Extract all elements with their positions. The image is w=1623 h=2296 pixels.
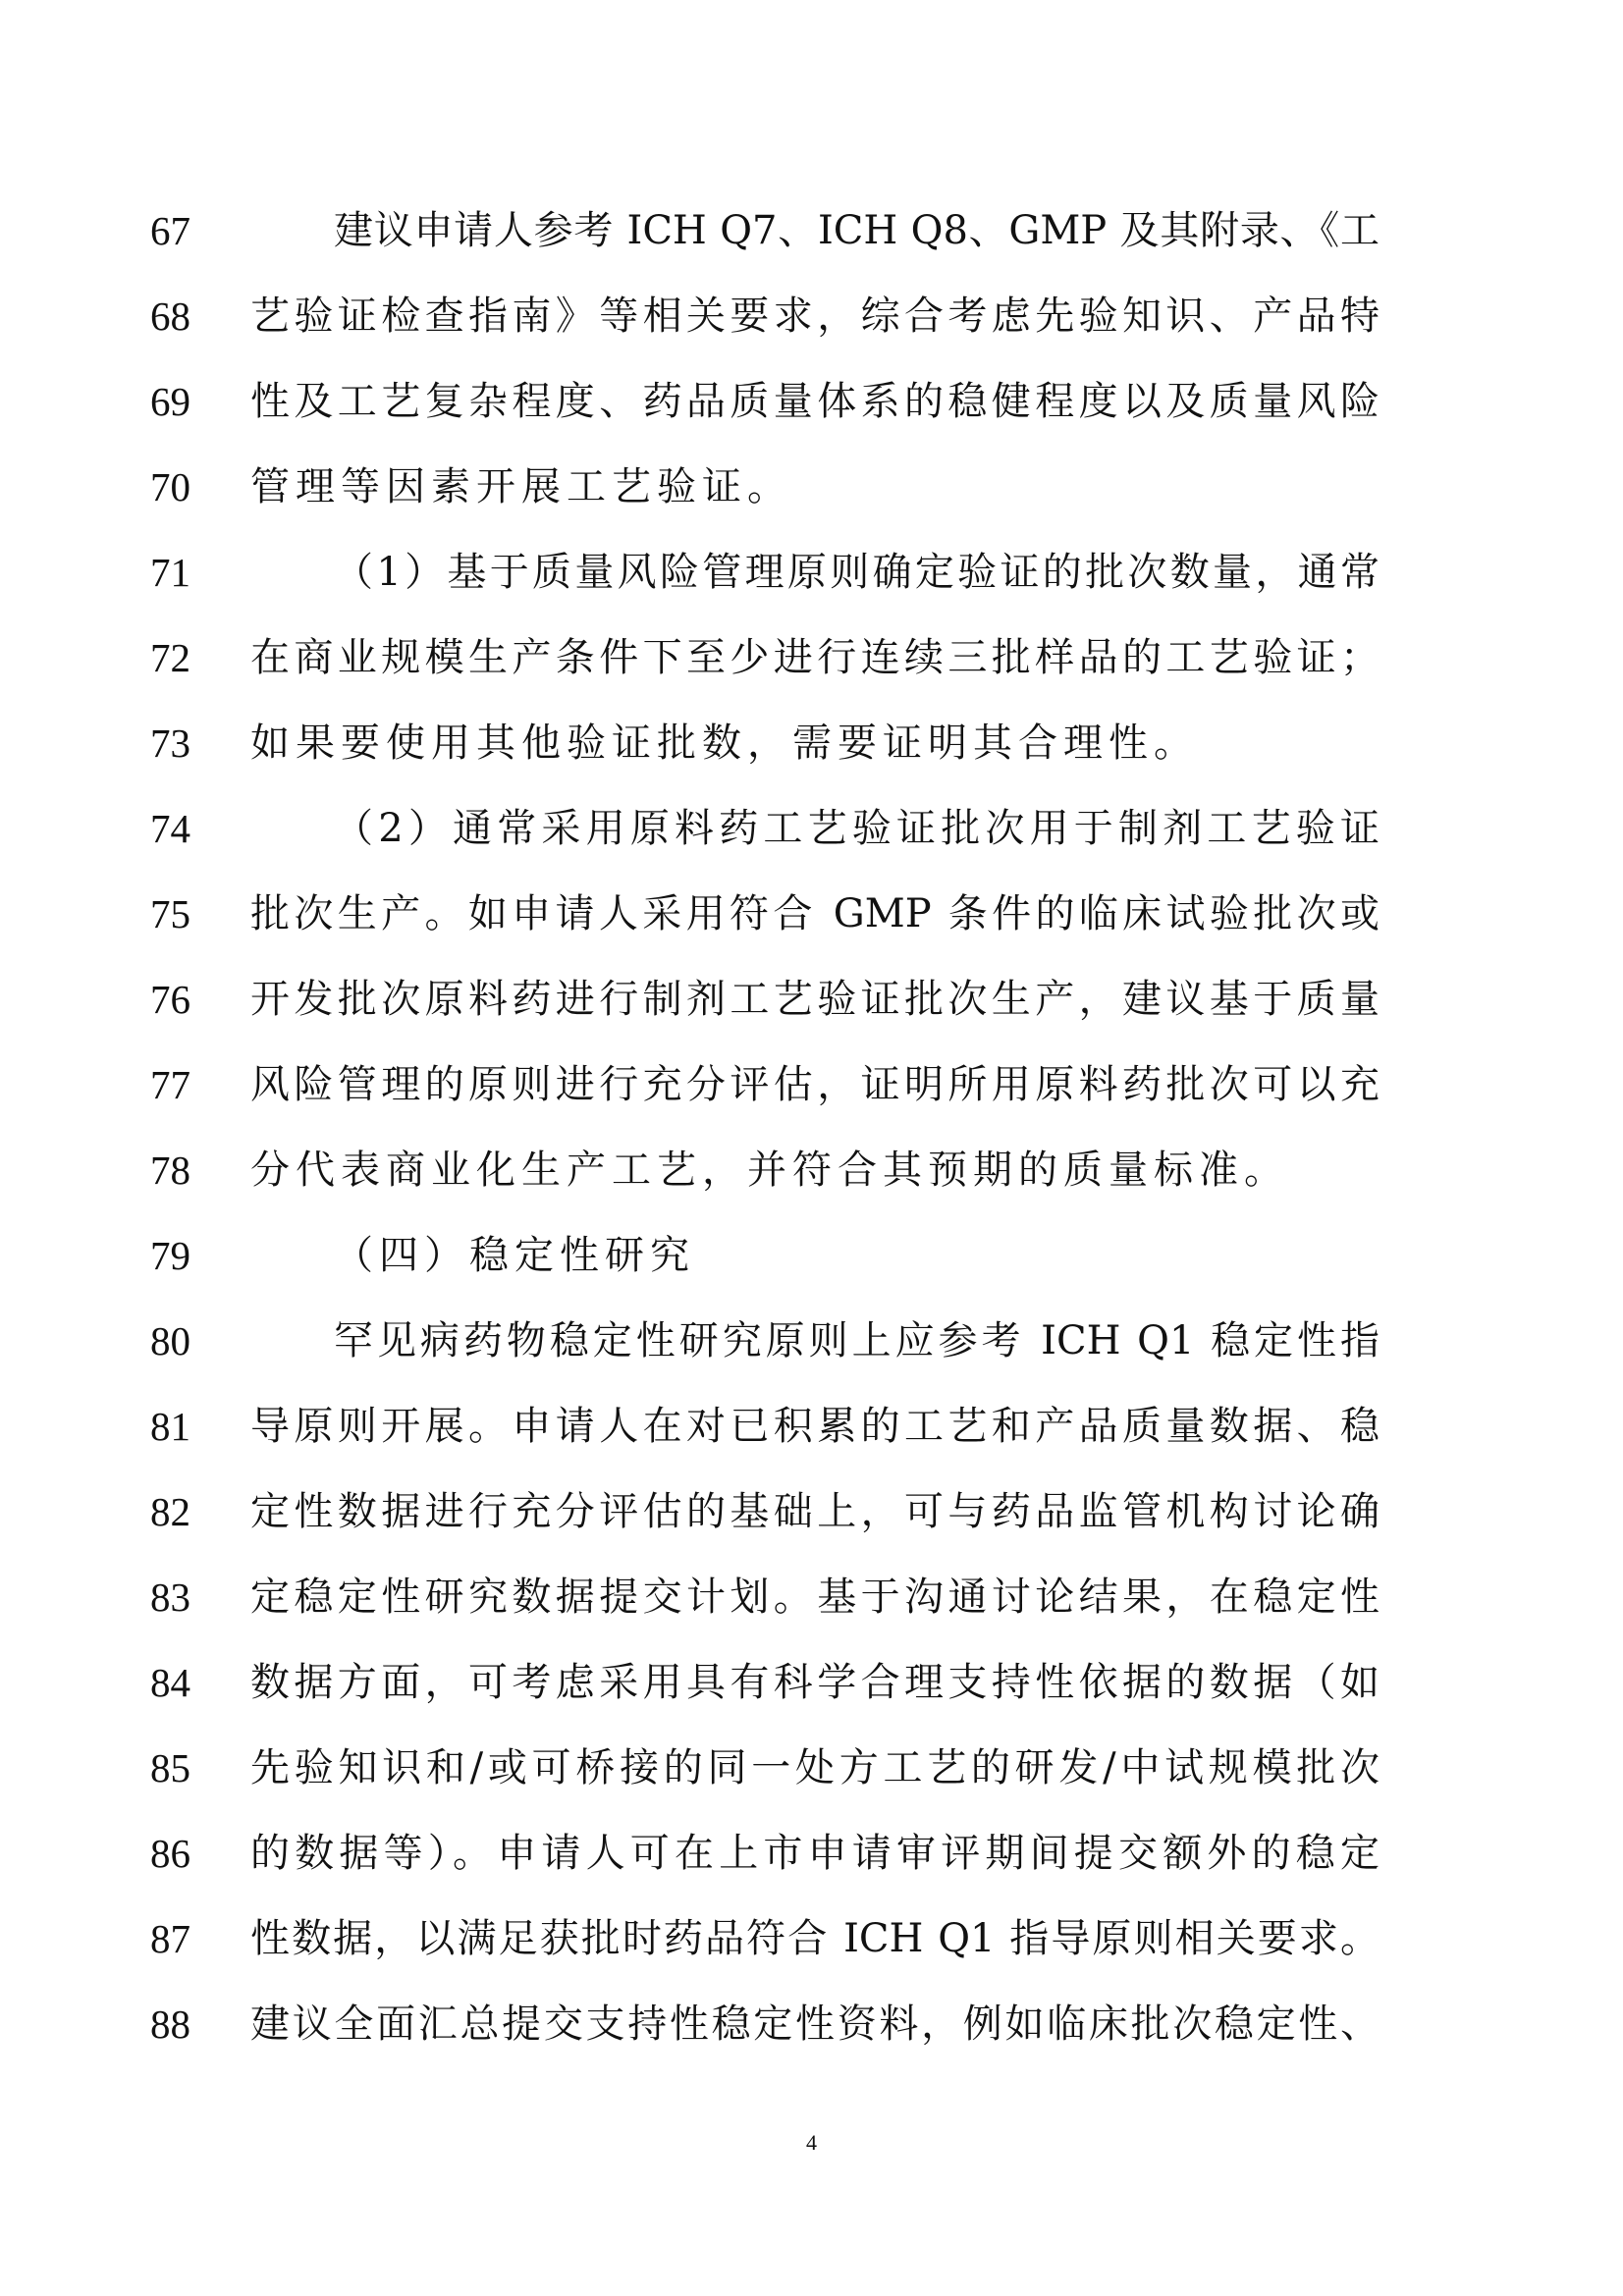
line-number: 69 <box>150 379 190 424</box>
line-text: 罕见病药物稳定性研究原则上应参考 ICH Q1 稳定性指 <box>334 1318 1380 1363</box>
line-number: 72 <box>150 635 190 680</box>
line-number: 71 <box>150 550 190 595</box>
line-text: 的数据等）。申请人可在上市申请审评期间提交额外的稳定 <box>250 1831 1380 1876</box>
line-number: 80 <box>150 1318 190 1363</box>
line-number: 67 <box>150 208 190 253</box>
text-line <box>0 957 1623 1042</box>
line-text: 批次生产。如申请人采用符合 GMP 条件的临床试验批次或 <box>250 891 1380 936</box>
line-text: 导原则开展。申请人在对已积累的工艺和产品质量数据、稳 <box>250 1404 1380 1449</box>
text-line <box>0 1726 1623 1811</box>
line-number: 70 <box>150 464 190 509</box>
line-text: 开发批次原料药进行制剂工艺验证批次生产，建议基于质量 <box>250 977 1380 1022</box>
text-line <box>0 445 1623 530</box>
line-number: 83 <box>150 1575 190 1620</box>
text-line <box>0 1811 1623 1896</box>
line-number: 77 <box>150 1062 190 1107</box>
text-line <box>0 1640 1623 1726</box>
text-line <box>0 872 1623 957</box>
line-number: 87 <box>150 1916 190 1961</box>
line-text: 先验知识和/或可桥接的同一处方工艺的研发/中试规模批次 <box>250 1745 1380 1790</box>
line-text: 定性数据进行充分评估的基础上，可与药品监管机构讨论确 <box>250 1489 1380 1534</box>
page-number: 4 <box>806 2130 817 2155</box>
line-text: 性及工艺复杂程度、药品质量体系的稳健程度以及质量风险 <box>250 379 1380 424</box>
text-line <box>0 530 1623 615</box>
text-line <box>0 1042 1623 1128</box>
line-number: 79 <box>150 1233 190 1278</box>
line-number: 68 <box>150 294 190 339</box>
text-line <box>0 1128 1623 1213</box>
line-text: 数据方面，可考虑采用具有科学合理支持性依据的数据（如 <box>250 1660 1380 1705</box>
line-number: 78 <box>150 1148 190 1193</box>
line-number: 82 <box>150 1489 190 1534</box>
line-number: 88 <box>150 2002 190 2047</box>
section-heading: （四）稳定性研究 <box>334 1233 695 1278</box>
text-line <box>0 786 1623 872</box>
line-text: 风险管理的原则进行充分评估，证明所用原料药批次可以充 <box>250 1062 1380 1107</box>
text-line <box>0 188 1623 274</box>
text-line <box>0 274 1623 359</box>
line-text: 艺验证检查指南》等相关要求，综合考虑先验知识、产品特 <box>250 294 1380 339</box>
text-line <box>0 1384 1623 1469</box>
line-number: 75 <box>150 891 190 936</box>
text-line <box>0 359 1623 445</box>
line-text: 分代表商业化生产工艺，并符合其预期的质量标准。 <box>250 1148 1289 1193</box>
text-line <box>0 1213 1623 1299</box>
line-text: 管理等因素开展工艺验证。 <box>250 464 792 509</box>
line-text: 建议申请人参考 ICH Q7、ICH Q8、GMP 及其附录、《工 <box>334 208 1380 253</box>
text-line <box>0 1555 1623 1640</box>
text-line <box>0 615 1623 701</box>
text-line <box>0 1982 1623 2067</box>
line-text: 定稳定性研究数据提交计划。基于沟通讨论结果，在稳定性 <box>250 1575 1380 1620</box>
line-number: 73 <box>150 721 190 766</box>
line-text: 在商业规模生产条件下至少进行连续三批样品的工艺验证； <box>250 635 1380 680</box>
line-number: 74 <box>150 806 190 851</box>
line-number: 85 <box>150 1745 190 1790</box>
text-line <box>0 1469 1623 1555</box>
text-line <box>0 1299 1623 1384</box>
line-text: 如果要使用其他验证批数，需要证明其合理性。 <box>250 721 1199 766</box>
line-number: 81 <box>150 1404 190 1449</box>
text-line <box>0 1896 1623 1982</box>
text-line <box>0 701 1623 786</box>
line-number: 86 <box>150 1831 190 1876</box>
line-number: 84 <box>150 1660 190 1705</box>
line-text: （2）通常采用原料药工艺验证批次用于制剂工艺验证 <box>334 806 1380 851</box>
line-text: （1）基于质量风险管理原则确定验证的批次数量，通常 <box>334 550 1380 595</box>
line-text: 性数据，以满足获批时药品符合 ICH Q1 指导原则相关要求。 <box>250 1916 1380 1961</box>
line-number: 76 <box>150 977 190 1022</box>
line-text: 建议全面汇总提交支持性稳定性资料，例如临床批次稳定性、 <box>250 2002 1380 2047</box>
